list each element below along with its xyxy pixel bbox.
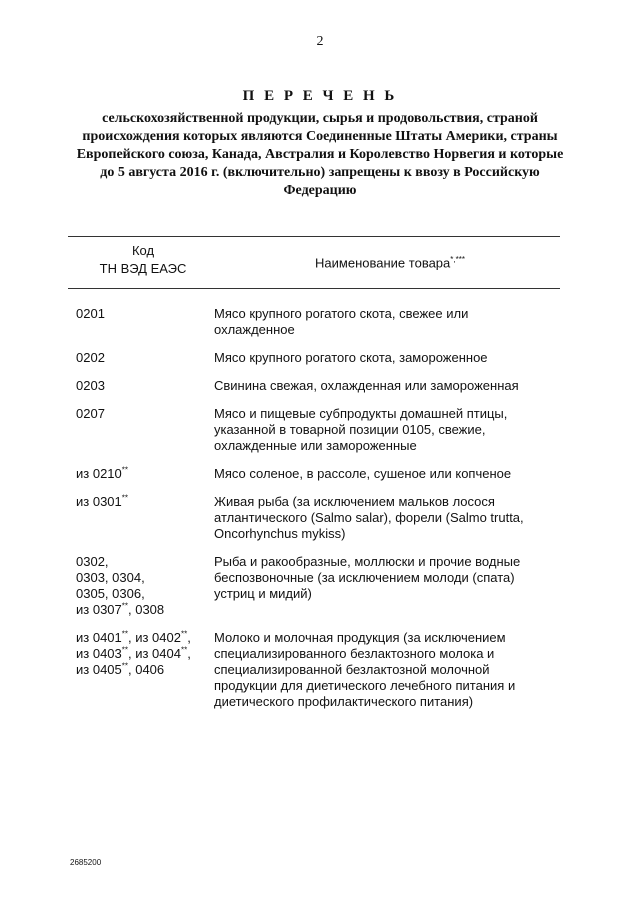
code-line bbox=[76, 662, 214, 678]
code-text: , 0308 bbox=[128, 602, 165, 617]
table-row bbox=[76, 466, 560, 482]
row-code bbox=[76, 554, 214, 618]
table-row bbox=[76, 378, 560, 394]
row-code bbox=[76, 630, 214, 678]
row-name: Рыба и ракообразные, моллюски и прочие водные беспозвоночные (за исключением молоди (спата) устриц и мидий) bbox=[214, 554, 521, 601]
row-code: 0203 bbox=[76, 378, 105, 393]
document-id-number: 2685200 bbox=[70, 858, 102, 867]
code-text: из 0301 bbox=[76, 494, 122, 509]
row-code bbox=[76, 494, 214, 510]
row-code: 0202 bbox=[76, 350, 105, 365]
row-name: Мясо крупного рогатого скота, свежее или охлажденное bbox=[214, 306, 469, 337]
footnote-mark: ** bbox=[121, 465, 128, 475]
table-row bbox=[76, 554, 560, 618]
header-code-line1: Код bbox=[131, 243, 155, 258]
code-line: 0302, bbox=[76, 554, 109, 569]
code-text: , из 0404 bbox=[128, 646, 181, 661]
code-text: , 0406 bbox=[128, 662, 165, 677]
footnote-mark: ** bbox=[121, 493, 128, 503]
code-text: , bbox=[187, 630, 191, 645]
row-code bbox=[76, 466, 214, 482]
table-bottom-rule bbox=[68, 288, 560, 289]
code-line bbox=[76, 646, 214, 662]
table-row bbox=[76, 406, 560, 454]
row-name: Живая рыба (за исключением мальков лосося атлантического (Salmo salar), форели (Salmo trutta, Oncorhynchus mykiss) bbox=[214, 494, 524, 541]
table-top-rule bbox=[68, 236, 560, 237]
row-code: 0207 bbox=[76, 406, 105, 421]
table-row bbox=[76, 350, 560, 366]
code-text: , из 0402 bbox=[128, 630, 181, 645]
code-line bbox=[76, 630, 214, 646]
code-text: из 0405 bbox=[76, 662, 122, 677]
table-body bbox=[76, 306, 560, 722]
code-line: 0303, 0304, bbox=[76, 570, 145, 585]
header-code-line2: ТН ВЭД ЕАЭС bbox=[99, 261, 187, 276]
footnote-mark: ** bbox=[121, 629, 128, 639]
row-code: 0201 bbox=[76, 306, 105, 321]
footnote-mark: ** bbox=[121, 601, 128, 611]
document-subtitle: сельскохозяйственной продукции, сырья и продовольствия, страной происхождения которых являются Соединенные Штаты Америки, страны Европейского союза, Канада, Австралия и Королевство Норвегия и которые до 5 августа 2016 г. (включительно) запрещены к ввозу в Российскую Федерацию bbox=[76, 111, 564, 198]
footnote-mark: ** bbox=[180, 645, 188, 655]
code-text: из 0401 bbox=[76, 630, 122, 645]
table-row bbox=[76, 630, 560, 710]
header-name-text: Наименование товара bbox=[315, 255, 451, 271]
footnote-mark: ** bbox=[121, 645, 128, 655]
row-name: Мясо крупного рогатого скота, замороженное bbox=[214, 350, 488, 365]
code-line bbox=[76, 602, 214, 618]
code-line: 0305, 0306, bbox=[76, 586, 145, 601]
code-text: из 0210 bbox=[76, 466, 122, 481]
code-text: из 0403 bbox=[76, 646, 122, 661]
row-name: Молоко и молочная продукция (за исключением специализированного безлактозного молока и специализированной безлактозной молочной продукции для диетического лечебного питания и диетического профилактического питания) bbox=[214, 630, 516, 709]
row-name: Мясо и пищевые субпродукты домашней птицы, указанной в товарной позиции 0105, свежие, охлажденные или замороженные bbox=[214, 406, 508, 453]
code-text: из 0307 bbox=[76, 602, 122, 617]
footnote-mark: ** bbox=[180, 629, 188, 639]
footnote-mark: ** bbox=[121, 661, 128, 671]
row-name: Мясо соленое, в рассоле, сушеное или копченое bbox=[214, 466, 512, 481]
table-row bbox=[76, 494, 560, 542]
table-row bbox=[76, 306, 560, 338]
document-title: П Е Р Е Ч Е Н Ь bbox=[242, 88, 398, 104]
header-name-footnote-mark: *,*** bbox=[450, 255, 465, 264]
header-code bbox=[68, 242, 218, 278]
code-text: , bbox=[187, 646, 191, 661]
header-name bbox=[260, 255, 520, 270]
page-number: 2 bbox=[316, 34, 324, 49]
row-name: Свинина свежая, охлажденная или замороженная bbox=[214, 378, 519, 393]
